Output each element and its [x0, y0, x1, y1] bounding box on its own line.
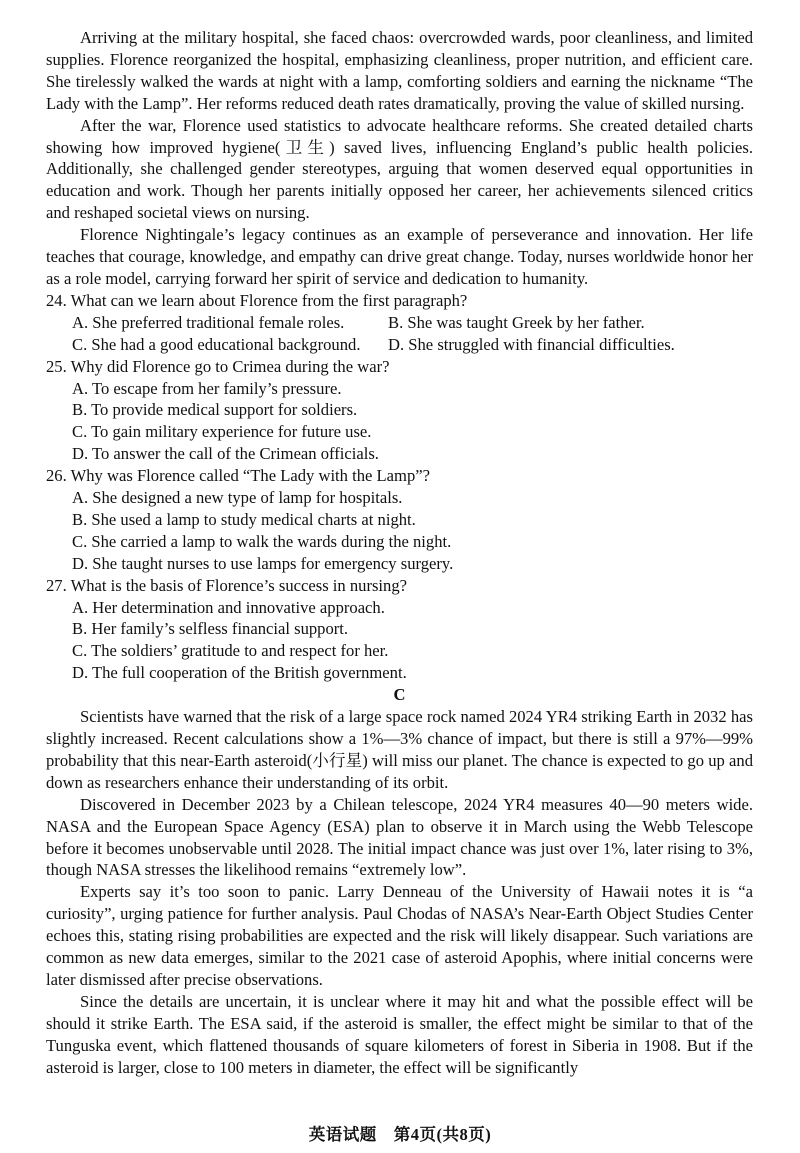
paragraph: Scientists have warned that the risk of a large space rock named 2024 YR4 striking Earth in 2032 has slightly increased. Recent calculations show a 1%—3% chance of impact, but there is still a 97%—99% probability that this near-Earth asteroid(小行星) will miss our planet. The chance is expected to go up and down as researchers enhance their understanding of its orbit.	[46, 707, 753, 792]
option-a: A. She preferred traditional female roles.	[72, 312, 345, 332]
paragraph: After the war, Florence used statistics to advocate healthcare reforms. She created detailed charts showing how improved hygiene(卫生) saved lives, influencing England’s public health policies. Additionally, she challenged gender stereotypes, arguing that women deserved equal opportunities in education and work. Though her parents initially opposed her career, her achievements silenced critics and reshaped societal views on nursing.	[46, 115, 753, 223]
option-d: D. She taught nurses to use lamps for emergency surgery.	[72, 553, 454, 573]
option-d: D. She struggled with financial difficulties.	[388, 334, 675, 354]
paragraph: Discovered in December 2023 by a Chilean telescope, 2024 YR4 measures 40—90 meters wide. NASA and the European Space Agency (ESA) plan to observe it in March using the Webb Telescope before it becomes unobservable until 2028. The initial impact chance was just over 1%, later rising to 3%, though NASA stresses the likelihood remains “extremely low”.	[46, 794, 753, 880]
option-c: C. She had a good educational background.	[72, 334, 361, 354]
option-b: B. Her family’s selfless financial support.	[72, 619, 349, 639]
question-stem: 25. Why did Florence go to Crimea during the war?	[46, 356, 390, 376]
paragraph: Arriving at the military hospital, she faced chaos: overcrowded wards, poor cleanliness, and limited supplies. Florence reorganized the hospital, emphasizing cleanliness, proper nutrition, and efficient care. She tirelessly walked the wards at night with a lamp, comforting soldiers and earning the nickname “The Lady with the Lamp”. Her reforms reduced death rates dramatically, proving the value of skilled nursing.	[46, 28, 753, 113]
option-a: A. She designed a new type of lamp for hospitals.	[72, 488, 403, 508]
option-c: C. To gain military experience for future use.	[72, 422, 372, 442]
question-24	[46, 290, 753, 356]
question-26	[46, 465, 753, 575]
option-d: D. To answer the call of the Crimean officials.	[72, 444, 379, 464]
option-c: C. The soldiers’ gratitude to and respect for her.	[72, 641, 389, 661]
option-b: B. To provide medical support for soldiers.	[72, 400, 358, 420]
page-footer: 英语试题 第4页(共8页)	[308, 1125, 492, 1144]
option-a: A. Her determination and innovative approach.	[72, 597, 385, 617]
option-b: B. She was taught Greek by her father.	[388, 312, 645, 332]
section-heading: C	[393, 685, 406, 705]
option-b: B. She used a lamp to study medical charts at night.	[72, 509, 416, 529]
paragraph: Experts say it’s too soon to panic. Larry Denneau of the University of Hawaii notes it is “a curiosity”, urging patience for further analysis. Paul Chodas of NASA’s Near-Earth Object Studies Center echoes this, stating rising probabilities are expected and the risk will likely disappear. Such variations are common as new data emerges, similar to the 2021 case of asteroid Apophis, where initial concerns were later dismissed after precise observations.	[46, 882, 753, 989]
paragraph: Since the details are uncertain, it is unclear where it may hit and what the possible effect will be should it strike Earth. The ESA said, if the asteroid is smaller, the effect might be similar to that of the Tunguska event, which flattened thousands of square kilometers of forest in Siberia in 1908. But if the asteroid is larger, close to 100 meters in diameter, the effect will be significantly	[46, 991, 753, 1077]
passage-c	[46, 706, 753, 1078]
question-stem: 26. Why was Florence called “The Lady with the Lamp”?	[46, 466, 430, 486]
exam-page	[46, 27, 753, 1079]
paragraph: Florence Nightingale’s legacy continues as an example of perseverance and innovation. Her life teaches that courage, knowledge, and empathy can drive great change. Today, nurses worldwide honor her as a role model, carrying forward her spirit of service and dedication to humanity.	[46, 225, 753, 288]
option-row	[46, 312, 753, 334]
option-a: A. To escape from her family’s pressure.	[72, 378, 342, 398]
option-d: D. The full cooperation of the British government.	[72, 663, 407, 683]
passage-b	[46, 27, 753, 290]
question-stem: 24. What can we learn about Florence from the first paragraph?	[46, 290, 468, 310]
question-stem: 27. What is the basis of Florence’s success in nursing?	[46, 575, 408, 595]
question-25	[46, 356, 753, 466]
option-row	[46, 334, 753, 356]
question-27	[46, 575, 753, 685]
option-c: C. She carried a lamp to walk the wards during the night.	[72, 531, 452, 551]
